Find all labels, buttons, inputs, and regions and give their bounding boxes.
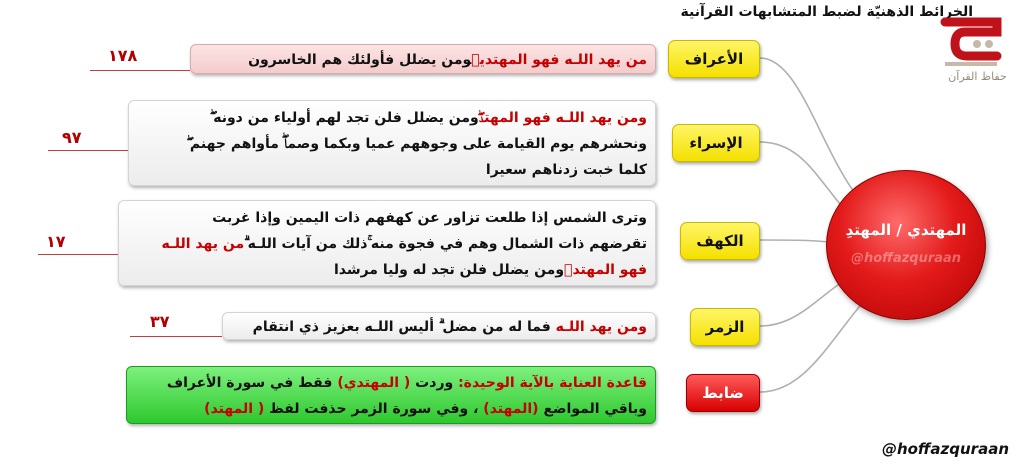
verse-text: تقرضهم ذات الشمال وهم في فجوة منه ۚذلك من آيات اللـه ۗ bbox=[244, 236, 647, 252]
verse-text: فما له من مضل ۗ أليس اللـه بعزيز ذي انتقام bbox=[252, 319, 556, 335]
verse-line bbox=[137, 105, 647, 131]
rule-highlight: (المهتد) bbox=[483, 401, 539, 417]
connector-kahf bbox=[760, 240, 828, 242]
connector-a3raf bbox=[760, 58, 860, 200]
verse-highlight: من يهد اللـه bbox=[161, 236, 245, 252]
verse-box-a3raf bbox=[190, 44, 656, 74]
number-underline bbox=[48, 150, 128, 151]
verse-text: وترى الشمس إذا طلعت تزاور عن كهفهم ذات اليمين وإذا غربت bbox=[212, 210, 647, 226]
verse-line bbox=[127, 231, 647, 257]
tag-isra[interactable]: الإسراء bbox=[672, 124, 760, 162]
rule-text: وردت bbox=[410, 375, 459, 391]
logo-mark-icon bbox=[905, 14, 1015, 74]
verse-line bbox=[137, 131, 647, 157]
rule-line-2 bbox=[135, 396, 647, 422]
rule-text: ، وفي سورة الزمر حذفت لفظ bbox=[264, 401, 484, 417]
page-title: الخرائط الذهنيّة لضبط المتشابهات القرآنية bbox=[680, 4, 973, 20]
connector-isra bbox=[760, 142, 845, 210]
tag-zumar[interactable]: الزمر bbox=[690, 308, 760, 346]
verse-text: ۖومن يضلل فأولئك هم الخاسرون bbox=[248, 52, 472, 68]
center-label: المهتدي / المهتدِ bbox=[845, 221, 967, 239]
logo bbox=[905, 14, 1015, 104]
verse-text: ۖومن يضلل فلن تجد لهم أولياء من دونه ۖ bbox=[209, 110, 479, 126]
verse-line bbox=[127, 205, 647, 231]
footer-handle: @hoffazquraan bbox=[881, 440, 1009, 458]
verse-highlight: ومن يهد اللـه فهو المهتد bbox=[478, 110, 647, 126]
number-underline bbox=[90, 70, 190, 71]
number-underline bbox=[38, 254, 118, 255]
center-watermark: @hoffazquraan bbox=[850, 251, 962, 266]
verse-number-kahf: ١٧ bbox=[46, 232, 66, 251]
verse-text: ۖومن يضلل فلن تجد له وليا مرشدا bbox=[333, 262, 565, 278]
verse-box-kahf bbox=[118, 200, 656, 286]
verse-box-isra bbox=[128, 100, 656, 186]
verse-highlight: من يهد اللـه فهو المهتدي bbox=[471, 52, 647, 68]
verse-number-isra: ٩٧ bbox=[62, 128, 82, 147]
verse-line bbox=[137, 157, 647, 183]
rule-highlight: ( المهتد) bbox=[204, 401, 265, 417]
tag-rule[interactable]: ضابط bbox=[686, 374, 760, 412]
rule-highlight: قاعدة العناية بالآية الوحيدة: bbox=[458, 375, 647, 391]
verse-text: كلما خبت زدناهم سعيرا bbox=[485, 162, 647, 178]
center-node[interactable] bbox=[826, 170, 986, 320]
verse-highlight: فهو المهتد bbox=[564, 262, 647, 278]
verse-box-zumar bbox=[222, 312, 656, 340]
verse-highlight: ومن يهد اللـه bbox=[555, 319, 647, 335]
verse-text: ونحشرهم يوم القيامة على وجوههم عميا وبكما وصماۖ مأواهم جهنم ۖ bbox=[186, 136, 647, 152]
number-underline bbox=[130, 336, 222, 337]
rule-highlight: ( المهتدي) bbox=[337, 375, 411, 391]
rule-box bbox=[126, 366, 656, 424]
rule-text: فقط في سورة الأعراف bbox=[166, 375, 338, 391]
verse-line bbox=[127, 257, 647, 283]
rule-line-1 bbox=[135, 370, 647, 396]
tag-a3raf[interactable]: الأعراف bbox=[668, 40, 760, 78]
rule-text: وباقي المواضع bbox=[538, 401, 647, 417]
connector-rule bbox=[760, 300, 865, 392]
tag-kahf[interactable]: الكهف bbox=[680, 222, 760, 260]
verse-number-zumar: ٣٧ bbox=[150, 312, 170, 331]
verse-number-a3raf: ١٧٨ bbox=[108, 46, 138, 65]
connector-zumar bbox=[760, 280, 845, 326]
logo-text: حفاظ القرآن bbox=[948, 70, 1007, 83]
